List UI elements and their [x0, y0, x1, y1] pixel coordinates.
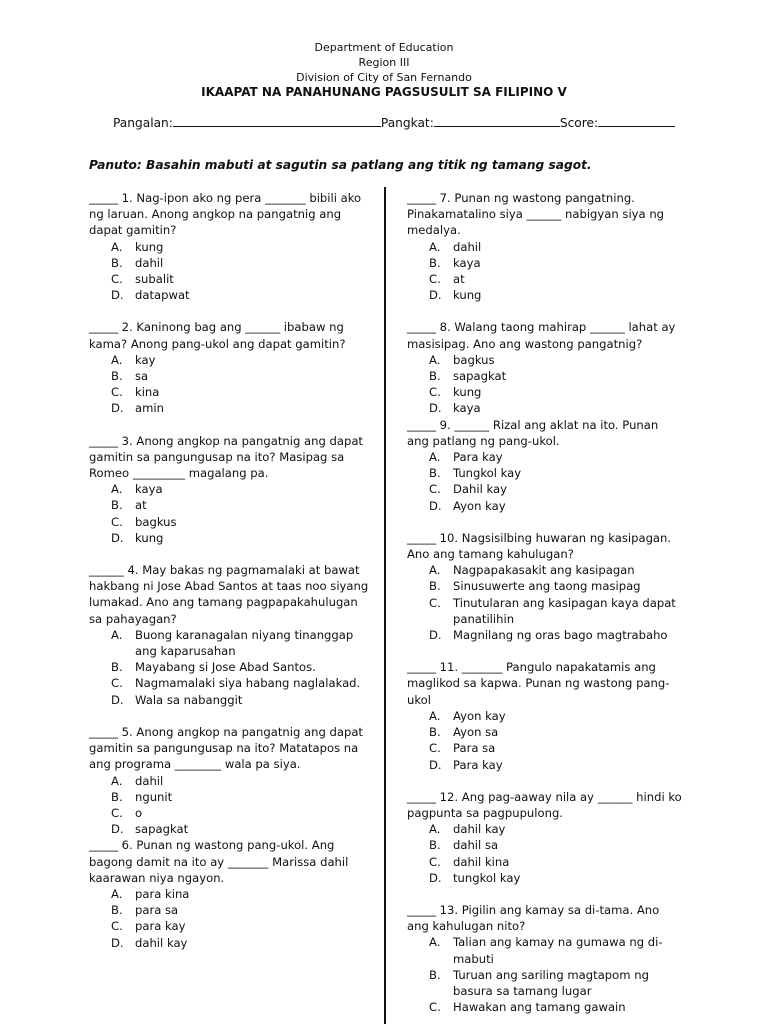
choice-text: kina [135, 385, 160, 400]
answer-choice [407, 837, 682, 853]
question-stem: ______ 4. May bakas ng pagmamalaki at bawat hakbang ni Jose Abad Santos at taas noo siyang lumakad. Ano ang tamang pagpapakahulugan sa pahayagan? [89, 563, 369, 626]
question-item [89, 724, 369, 837]
answer-choice [89, 773, 369, 789]
answer-choices [407, 352, 682, 417]
choice-letter: C. [111, 272, 123, 287]
choice-letter: A. [111, 482, 123, 497]
choice-text: at [453, 272, 465, 287]
answer-choice [407, 271, 682, 287]
choice-letter: A. [429, 239, 441, 254]
question-stem: _____ 5. Anong angkop na pangatnig ang dapat gamitin sa pangungusap na ito? Matatapos na ang programa ________ wala pa siya. [89, 724, 363, 772]
choice-letter: C. [429, 595, 441, 610]
answer-choice [407, 870, 682, 886]
choice-letter: C. [111, 514, 123, 529]
choice-letter: D. [429, 288, 442, 303]
choice-letter: A. [111, 886, 123, 901]
choice-letter: A. [111, 239, 123, 254]
answer-choices [407, 562, 682, 643]
choice-text: subalit [135, 272, 174, 287]
question-stem: _____ 6. Punan ng wastong pang-ukol. Ang bagong damit na ito ay _______ Marissa dahil kaarawan niya ngayon. [89, 838, 349, 885]
answer-choice [407, 498, 682, 514]
answer-choice [407, 740, 682, 756]
instructions: Panuto: Basahin mabuti at sagutin sa patlang ang titik ng tamang sagot. [89, 158, 592, 172]
region-line: Region III [358, 56, 410, 69]
answer-choices [89, 627, 369, 708]
choice-text: dahil sa [453, 838, 499, 853]
choice-letter: D. [429, 757, 442, 772]
answer-choices [89, 352, 369, 417]
choice-letter: B. [111, 903, 123, 918]
choice-text: Nagpapakasakit ang kasipagan [453, 563, 635, 578]
question-stem: _____ 2. Kaninong bag ang ______ ibabaw ng kama? Anong pang-ukol ang dapat gamitin? [89, 320, 346, 351]
choice-letter: C. [429, 854, 441, 869]
choice-text: datapwat [135, 288, 190, 303]
choice-text: para sa [135, 903, 179, 918]
choice-text: at [135, 498, 147, 513]
choice-text: Hawakan ang tamang gawain [453, 1000, 626, 1015]
choice-text: Tungkol kay [453, 466, 522, 481]
question-stem: _____ 1. Nag-ipon ako ng pera _______ bibili ako ng laruan. Anong angkop na pangatnig ang dapat gamitin? [89, 191, 362, 238]
question-item [89, 433, 369, 546]
choice-letter: A. [111, 352, 123, 367]
question-item [407, 530, 682, 643]
choice-letter: B. [429, 466, 441, 481]
answer-choice [407, 465, 682, 481]
choice-letter: A. [429, 935, 441, 950]
choice-letter: C. [429, 385, 441, 400]
answer-choice [89, 627, 369, 659]
question-item [407, 417, 682, 514]
column-divider [384, 187, 386, 1024]
choice-letter: B. [429, 967, 441, 982]
answer-choice [89, 514, 369, 530]
student-info-line [113, 114, 658, 130]
section-label: Pangkat: [380, 116, 434, 130]
department-line: Department of Education [314, 41, 454, 54]
choice-text: Para kay [453, 450, 503, 465]
choice-letter: B. [111, 369, 123, 384]
answer-choice [89, 384, 369, 400]
question-item [407, 789, 682, 886]
choice-letter: D. [111, 530, 124, 545]
question-stem: _____ 10. Nagsisilbing huwaran ng kasipagan. Ano ang tamang kahulugan? [407, 530, 672, 562]
choice-letter: A. [429, 563, 441, 578]
choice-letter: C. [429, 272, 441, 287]
answer-choice [89, 935, 369, 951]
answer-choice [89, 789, 369, 805]
choice-letter: C. [429, 482, 441, 497]
choice-text: Ayon sa [453, 725, 499, 740]
choice-text: Ayon kay [453, 708, 506, 723]
choice-letter: D. [429, 401, 442, 416]
choice-text: tungkol kay [453, 870, 521, 885]
score-label: Score: [559, 116, 599, 130]
answer-choice [407, 854, 682, 870]
answer-choices [407, 239, 682, 304]
answer-choices [89, 239, 369, 304]
name-label: Pangalan: [113, 116, 173, 130]
answer-choices [89, 773, 369, 838]
choice-letter: B. [111, 660, 123, 675]
answer-choice [89, 400, 369, 416]
choice-text: ngunit [135, 789, 173, 804]
answer-choice [407, 757, 682, 773]
choice-letter: A. [111, 773, 123, 788]
choice-text: kaya [453, 401, 481, 416]
question-item [407, 190, 682, 303]
answer-choice [407, 449, 682, 465]
question-item [407, 659, 682, 772]
choice-letter: B. [111, 498, 123, 513]
score-blank[interactable] [598, 114, 675, 127]
choice-letter: B. [429, 838, 441, 853]
choice-letter: C. [111, 919, 123, 934]
question-stem: _____ 3. Anong angkop na pangatnig ang dapat gamitin sa pangungusap na ito? Masipag sa Romeo _________ magalang pa. [89, 433, 363, 481]
choice-text: Mayabang si Jose Abad Santos. [135, 660, 316, 675]
choice-text: o [135, 805, 143, 820]
choice-letter: B. [111, 255, 123, 270]
answer-choice [89, 530, 369, 546]
choice-text: sapagkat [453, 369, 507, 384]
choice-letter: B. [111, 789, 123, 804]
question-stem: _____ 13. Pigilin ang kamay sa di-tama. Ano ang kahulugan nito? [407, 902, 660, 934]
question-item [89, 837, 369, 950]
answer-choice [89, 675, 369, 691]
answer-choices [407, 708, 682, 773]
answer-choice [407, 352, 682, 368]
question-stem: _____ 7. Punan ng wastong pangatning. Pinakamatalino siya ______ nabigyan siya ng medalya. [407, 191, 665, 238]
choice-letter: B. [429, 579, 441, 594]
answer-choice [89, 352, 369, 368]
name-blank[interactable] [173, 114, 381, 127]
choice-text: dahil [453, 239, 482, 254]
choice-letter: D. [429, 870, 442, 885]
section-blank[interactable] [434, 114, 560, 127]
answer-choice [407, 967, 682, 999]
choice-letter: B. [429, 255, 441, 270]
answer-choice [89, 287, 369, 303]
answer-choice [89, 805, 369, 821]
question-stem: _____ 9. ______ Rizal ang aklat na ito. Punan ang patlang ng pang-ukol. [407, 417, 659, 448]
answer-choice [407, 400, 682, 416]
answer-choice [89, 821, 369, 837]
choice-letter: A. [111, 627, 123, 642]
choice-text: Sinusuwerte ang taong masipag [453, 579, 641, 594]
choice-text: para kina [135, 886, 190, 901]
choice-text: Nagmamalaki siya habang naglalakad. [135, 676, 361, 691]
choice-text: kung [135, 530, 164, 545]
choice-letter: B. [429, 725, 441, 740]
answer-choice [407, 562, 682, 578]
answer-choice [89, 902, 369, 918]
answer-choice [407, 999, 682, 1015]
answer-choice [89, 239, 369, 255]
choice-text: kay [135, 352, 156, 367]
answer-choice [89, 368, 369, 384]
question-stem: _____ 11. _______ Pangulo napakatamis ang maglikod sa kapwa. Punan ng wastong pang-ukol [407, 660, 670, 707]
answer-choices [89, 481, 369, 546]
choice-text: kung [453, 385, 482, 400]
choice-text: sa [135, 369, 149, 384]
choice-text: kung [453, 288, 482, 303]
choice-letter: C. [111, 805, 123, 820]
choice-text: Dahil kay [453, 482, 507, 497]
choice-text: kaya [135, 482, 163, 497]
answer-choice [407, 724, 682, 740]
question-stem: _____ 12. Ang pag-aaway nila ay ______ hindi ko pagpunta sa pagpupulong. [407, 789, 682, 820]
choice-letter: D. [111, 692, 124, 707]
question-item [89, 562, 369, 708]
answer-choice [89, 886, 369, 902]
answer-choice [407, 595, 682, 627]
question-item [89, 319, 369, 416]
answer-choice [89, 659, 369, 675]
choice-letter: A. [429, 352, 441, 367]
answer-choice [89, 255, 369, 271]
choice-letter: D. [111, 401, 124, 416]
answer-choices [407, 821, 682, 886]
choice-text: Wala sa nabanggit [135, 692, 243, 707]
choice-text: dahil [135, 255, 164, 270]
choice-text: kaya [453, 255, 481, 270]
answer-choice [407, 368, 682, 384]
right-question-column [407, 190, 682, 1015]
choice-letter: C. [429, 1000, 441, 1015]
choice-text: Talian ang kamay na gumawa ng di-mabuti [453, 935, 663, 966]
choice-text: para kay [135, 919, 186, 934]
choice-text: Turuan ang sariling magtapom ng basura sa tamang lugar [453, 967, 649, 998]
choice-letter: D. [111, 288, 124, 303]
answer-choice [407, 255, 682, 271]
choice-letter: B. [429, 369, 441, 384]
choice-text: amin [135, 401, 164, 416]
answer-choice [407, 481, 682, 497]
choice-letter: D. [429, 498, 442, 513]
answer-choice [407, 578, 682, 594]
choice-letter: D. [111, 935, 124, 950]
question-stem: _____ 8. Walang taong mahirap ______ lahat ay masisipag. Ano ang wastong pangatnig? [407, 320, 676, 351]
answer-choice [407, 384, 682, 400]
choice-text: Para kay [453, 757, 503, 772]
left-question-column [89, 190, 369, 951]
answer-choice [89, 918, 369, 934]
choice-text: Tinutularan ang kasipagan kaya dapat panatilihin [453, 595, 676, 626]
answer-choice [407, 239, 682, 255]
answer-choice [89, 692, 369, 708]
answer-choice [407, 708, 682, 724]
choice-letter: D. [429, 628, 442, 643]
choice-letter: A. [429, 450, 441, 465]
question-item [407, 319, 682, 416]
answer-choices [89, 886, 369, 951]
choice-letter: D. [111, 822, 124, 837]
answer-choice [89, 497, 369, 513]
choice-text: dahil kina [453, 854, 510, 869]
choice-text: bagkus [135, 514, 177, 529]
answer-choice [407, 287, 682, 303]
answer-choices [407, 449, 682, 514]
answer-choice [89, 481, 369, 497]
choice-text: Para sa [453, 741, 496, 756]
choice-text: Magnilang ng oras bago magtrabaho [453, 628, 668, 643]
answer-choice [89, 271, 369, 287]
choice-text: dahil kay [135, 935, 188, 950]
answer-choice [407, 934, 682, 966]
choice-letter: A. [429, 822, 441, 837]
division-line: Division of City of San Fernando [296, 71, 472, 84]
choice-letter: C. [429, 741, 441, 756]
answer-choice [407, 627, 682, 643]
choice-text: Ayon kay [453, 498, 506, 513]
answer-choices [407, 934, 682, 1015]
choice-letter: C. [111, 676, 123, 691]
choice-letter: C. [111, 385, 123, 400]
choice-letter: A. [429, 708, 441, 723]
choice-text: dahil kay [453, 822, 506, 837]
choice-text: kung [135, 239, 164, 254]
choice-text: sapagkat [135, 822, 189, 837]
question-item [89, 190, 369, 303]
question-item [407, 902, 682, 1015]
choice-text: dahil [135, 773, 164, 788]
choice-text: bagkus [453, 352, 495, 367]
answer-choice [407, 821, 682, 837]
exam-title: IKAAPAT NA PANAHUNANG PAGSUSULIT SA FILIPINO V [201, 85, 567, 99]
choice-text: Buong karanagalan niyang tinanggap ang kaparusahan [135, 627, 354, 659]
